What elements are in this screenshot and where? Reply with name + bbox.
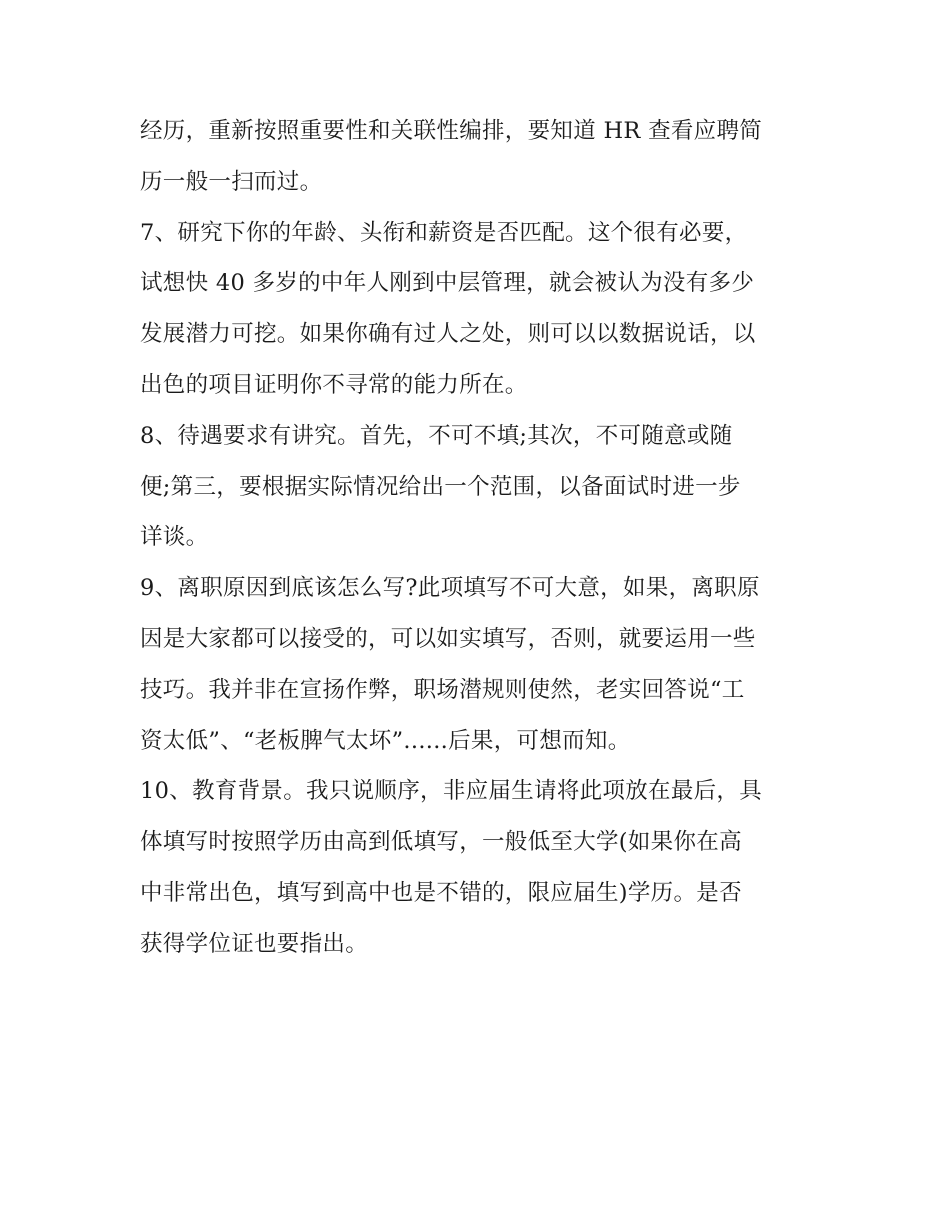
- text-line: 资太低”、“老板脾气太坏”......后果，可想而知。: [140, 727, 631, 754]
- text-line: 体填写时按照学历由高到低填写，一般低至大学(如果你在高: [140, 829, 742, 856]
- text-line: 8、待遇要求有讲究。首先，不可不填;其次，不可随意或随: [140, 422, 733, 449]
- text-line: 试想快 40 多岁的中年人刚到中层管理，就会被认为没有多少: [140, 270, 755, 297]
- text-line: 历一般一扫而过。: [140, 168, 323, 195]
- text-line: 经历，重新按照重要性和关联性编排，要知道 HR 查看应聘简: [140, 118, 763, 144]
- text-line: 中非常出色，填写到高中也是不错的，限应届生)学历。是否: [140, 879, 742, 906]
- text-line: 获得学位证也要指出。: [140, 930, 369, 957]
- text-line: 便;第三，要根据实际情况给出一个范围，以备面试时进一步: [140, 473, 741, 500]
- text-line: 发展潜力可挖。如果你确有过人之处，则可以以数据说话，以: [140, 321, 756, 348]
- text-line: 7、研究下你的年龄、头衔和薪资是否匹配。这个很有必要，: [140, 219, 748, 246]
- text-line: 详谈。: [140, 524, 209, 551]
- document-body: [140, 106, 820, 970]
- text-line: 出色的项目证明你不寻常的能力所在。: [140, 371, 528, 398]
- text-line: 10、教育背景。我只说顺序，非应届生请将此项放在最后，具: [140, 778, 763, 805]
- text-line: 因是大家都可以接受的，可以如实填写，否则，就要运用一些: [140, 625, 756, 652]
- text-line: 技巧。我并非在宣扬作弊，职场潜规则使然，老实回答说“工: [140, 676, 745, 703]
- text-line: 9、离职原因到底该怎么写?此项填写不可大意，如果，离职原: [140, 575, 760, 602]
